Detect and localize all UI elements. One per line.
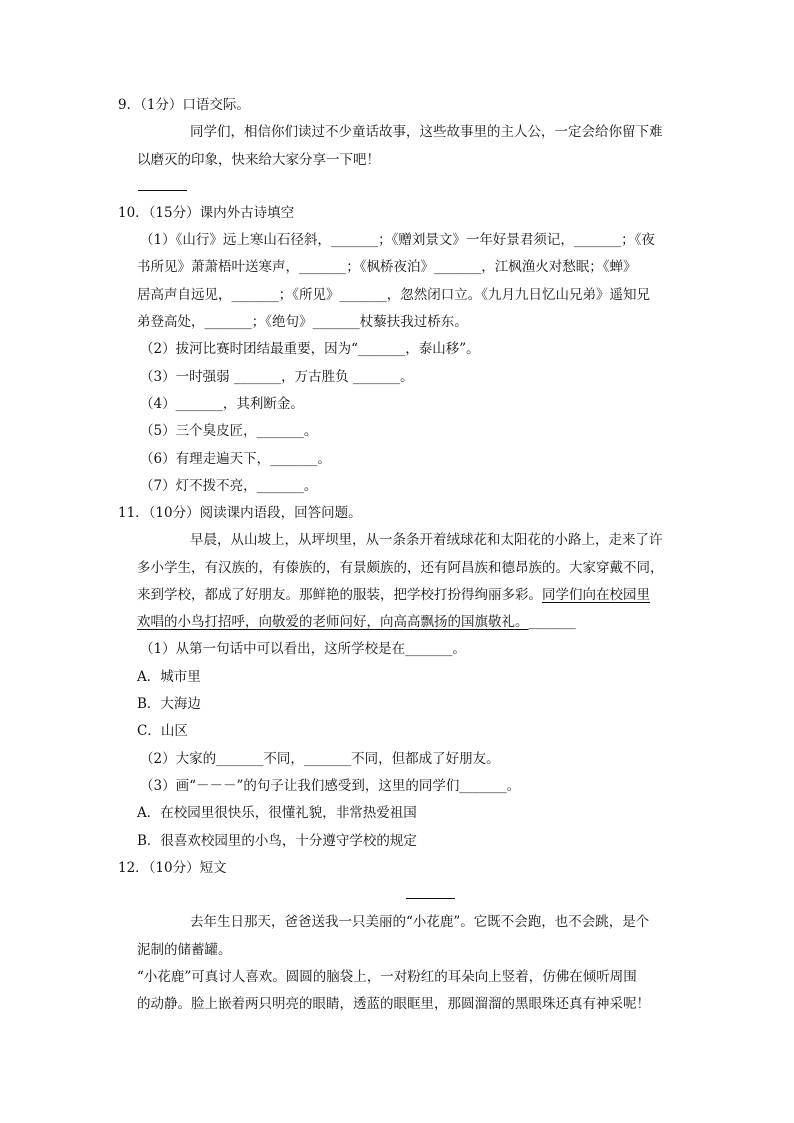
q12-passage-line2: 泥制的储蓄罐。 xyxy=(137,942,232,958)
q10-item1-line2: 书所见》萧萧梧叶送寒声，_______；《枫桥夜泊》_______，江枫渔火对愁眠；《蝉》 xyxy=(137,259,637,275)
q9-title: 9．（1分）口语交际。 xyxy=(118,97,250,113)
q9-text-line1: 同学们，相信你们读过不少童话故事，这些故事里的主人公，一定会给你留下难 xyxy=(190,124,663,140)
q11-sub1: （1）从第一句话中可以看出，这所学校是在_______。 xyxy=(140,641,466,657)
q11-underlined-sentence-part1: 同学们向在校园里 xyxy=(542,587,650,603)
q11-passage-line2: 多小学生，有汉族的，有傣族的，有景颇族的，还有阿昌族和德昂族的。大家穿戴不同， xyxy=(137,560,664,576)
q12-title-blank[interactable] xyxy=(406,898,455,899)
q11-sub1-option-b[interactable]: B．大海边 xyxy=(137,696,201,712)
q10-item1-line3: 居高声自远见，_______；《所见》_______，忽然闭口立。《九月九日忆山兄弟》遥知兄 xyxy=(137,287,650,303)
q11-sub3: （3）画“－－－”的句子让我们感受到，这里的同学们_______。 xyxy=(140,778,521,794)
q10-item4: （4）_______，其利断金。 xyxy=(140,396,304,412)
q10-item7: （7）灯不拨不亮，_______。 xyxy=(140,478,318,494)
q11-passage-text: 来到学校，都成了好朋友。那鲜艳的服装，把学校打扮得绚丽多彩。 xyxy=(137,587,542,603)
q12-title: 12．（10分）短文 xyxy=(118,860,227,876)
q11-underlined-sentence-part2: 欢唱的小鸟打招呼，向敬爱的老师问好，向高高飘扬的国旗敬礼。 xyxy=(137,614,529,630)
q11-sub3-option-a[interactable]: A．在校园里很快乐，很懂礼貌，非常热爱祖国 xyxy=(137,805,417,821)
q11-passage-line1: 早晨，从山坡上，从坪坝里，从一条条开着绒球花和太阳花的小路上，走来了许 xyxy=(190,532,663,548)
q11-passage-line4 xyxy=(137,612,576,632)
q10-item5: （5）三个臭皮匠，_______。 xyxy=(140,423,318,439)
q10-item3: （3）一时强弱 _______，万古胜负 _______。 xyxy=(140,369,414,385)
q9-answer-blank[interactable] xyxy=(138,190,187,191)
q12-passage-line4: 的动静。脸上嵌着两只明亮的眼睛，透蓝的眼眶里，那圆溜溜的黑眼珠还真有神采呢！ xyxy=(137,996,650,1012)
q10-title: 10．（15分）课内外古诗填空 xyxy=(118,205,295,221)
q10-item2: （2）拔河比赛时团结最重要，因为“_______，泰山移”。 xyxy=(140,341,480,357)
q11-sub1-option-c[interactable]: C．山区 xyxy=(137,723,188,739)
q11-sub3-option-b[interactable]: B．很喜欢校园里的小鸟，十分遵守学校的规定 xyxy=(137,833,417,849)
q10-item6: （6）有理走遍天下，_______。 xyxy=(140,451,331,467)
q11-passage-line3 xyxy=(137,585,650,605)
q12-passage-line3: “小花鹿”可真讨人喜欢。圆圆的脑袋上，一对粉红的耳朵向上竖着，仿佛在倾听周围 xyxy=(137,969,637,985)
q10-item1-line4: 弟登高处，_______；《绝句》_______杖藜扶我过桥东。 xyxy=(137,314,468,330)
q12-passage-line1: 去年生日那天，爸爸送我一只美丽的“小花鹿”。它既不会跑，也不会跳，是个 xyxy=(190,914,650,930)
q9-text-line2: 以磨灭的印象，快来给大家分享一下吧！ xyxy=(137,152,380,168)
q11-sub2: （2）大家的_______不同，_______不同，但都成了好朋友。 xyxy=(140,751,500,767)
q11-passage-blank: _______ xyxy=(528,614,576,630)
q10-item1-line1: （1）《山行》远上寒山石径斜，_______；《赠刘景文》一年好景君须记，_______；《夜 xyxy=(140,232,655,248)
q11-title: 11．（10分）阅读课内语段，回答问题。 xyxy=(118,505,362,521)
q11-sub1-option-a[interactable]: A．城市里 xyxy=(137,669,201,685)
